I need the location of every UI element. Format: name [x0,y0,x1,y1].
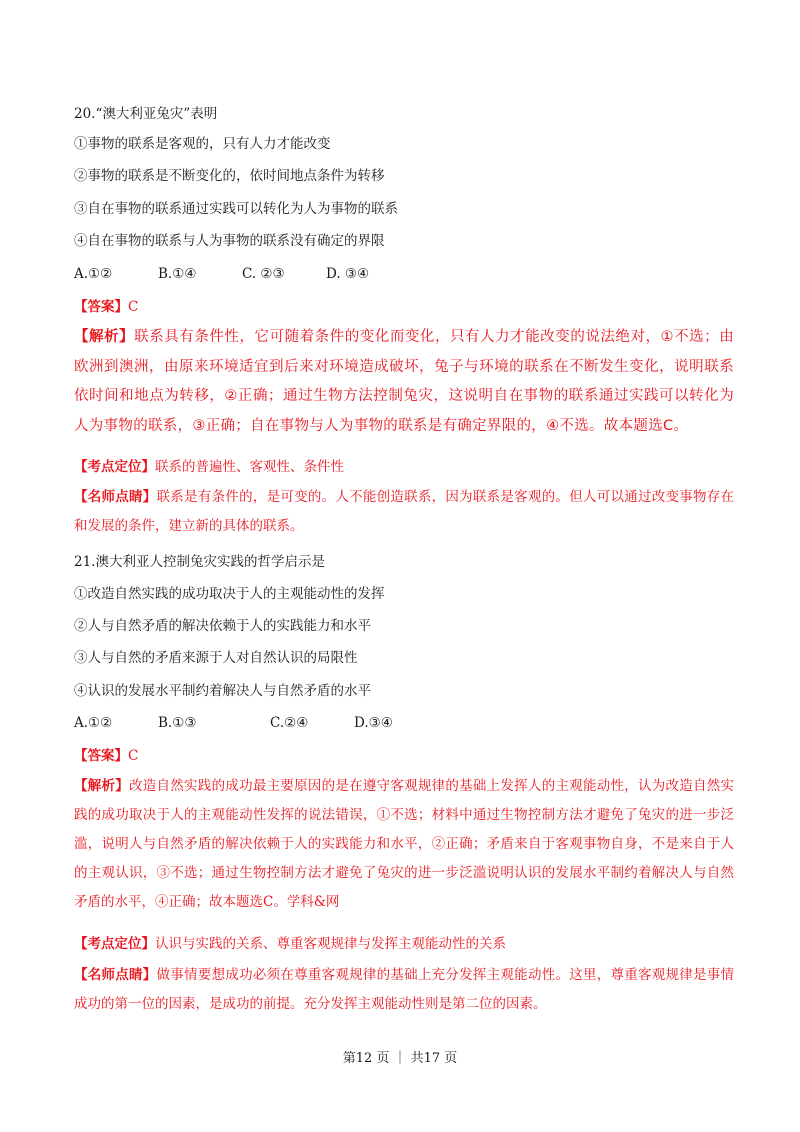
q21-option-2: ②人与自然矛盾的解决依赖于人的实践能力和水平 [74,618,371,634]
q21-dianjing-text: 做事情要想成功必须在尊重客观规律的基础上充分发挥主观能动性。这里，尊重客观规律是事情成功的第一位的因素，是成功的前提。充分发挥主观能动性则是第二位的因素。 [74,967,735,1012]
q21-analysis [74,772,734,917]
q21-kaodian-tag: 【考点定位】 [74,936,155,952]
page-footer: 第12 页 ｜ 共17 页 [342,1051,458,1066]
q21-title: 21.澳大利亚人控制兔灾实践的哲学启示是 [74,554,325,570]
q20-answer-tag: 【答案】 [74,299,128,315]
q21-kaodian-text: 认识与实践的关系、尊重客观规律与发挥主观能动性的关系 [155,936,506,952]
q20-choice-a: A.①② [74,266,113,282]
q20-choice-b: B.①④ [158,266,197,282]
q20-dianjing-text: 联系是有条件的，是可变的。人不能创造联系，因为联系是客观的。但人可以通过改变事物存在和发展的条件，建立新的具体的联系。 [74,489,735,534]
q20-kaodian-tag: 【考点定位】 [74,459,155,475]
q20-kaodian-text: 联系的普遍性、客观性、条件性 [155,459,344,475]
q20-choice-d: D. ③④ [326,266,370,282]
q21-analysis-text: 改造自然实践的成功最主要原因的是在遵守客观规律的基础上发挥人的主观能动性，认为改造自然实践的成功取决于人的主观能动性发挥的说法错误，①不选；材料中通过生物控制方法才避免了兔灾的进一步泛滥，说明人与自然矛盾的解决依赖于人的实践能力和水平，②正确；矛盾来自于客观事物自身，不是来自于人的主观认识，③不选；通过生物控制方法才避免了兔灾的进一步泛滥说明认识的发展水平制约着解决人与自然矛盾的水平，④正确；故本题选C。学科&网 [74,778,735,910]
q21-analysis-tag: 【解析】 [74,778,130,794]
q21-option-4: ④认识的发展水平制约着解决人与自然矛盾的水平 [74,683,371,699]
q21-kaodian [74,934,506,954]
q21-choice-d: D.③④ [354,715,393,731]
q20-kaodian [74,457,344,477]
q20-answer [74,297,138,317]
q20-option-1: ①事物的联系是客观的，只有人力才能改变 [74,136,331,152]
q20-analysis-text: 联系具有条件性，它可随着条件的变化而变化，只有人力才能改变的说法绝对，①不选；由欧洲到澳洲，由原来环境适宜到后来对环境造成破坏，兔子与环境的联系在不断发生变化，说明联系依时间和地点为转移，②正确；通过生物方法控制兔灾，这说明自在事物的联系通过实践可以转化为人为事物的联系，③正确；自在事物与人为事物的联系是有确定界限的，④不选。故本题选C。 [74,329,735,434]
q20-title: 20.“澳大利亚兔灾”表明 [74,106,218,122]
q20-dianjing [74,483,734,541]
q21-choice-c: C.②④ [270,715,309,731]
q20-analysis-tag: 【解析】 [74,329,135,345]
q21-answer [74,746,138,766]
q20-analysis [74,323,734,441]
q20-choice-c: C. ②③ [242,266,285,282]
q21-option-1: ①改造自然实践的成功取决于人的主观能动性的发挥 [74,586,385,602]
q21-choice-a: A.①② [74,715,113,731]
q21-option-3: ③人与自然的矛盾来源于人对自然认识的局限性 [74,650,358,666]
q21-answer-value: C [128,748,139,764]
q20-option-3: ③自在事物的联系通过实践可以转化为人为事物的联系 [74,201,398,217]
q21-answer-tag: 【答案】 [74,748,128,764]
q20-option-2: ②事物的联系是不断变化的，依时间地点条件为转移 [74,168,385,184]
q21-dianjing [74,961,734,1019]
q20-option-4: ④自在事物的联系与人为事物的联系没有确定的界限 [74,233,385,249]
q20-dianjing-tag: 【名师点睛】 [74,489,157,505]
q21-dianjing-tag: 【名师点睛】 [74,967,157,983]
q21-choice-b: B.①③ [158,715,197,731]
q20-answer-value: C [128,299,139,315]
